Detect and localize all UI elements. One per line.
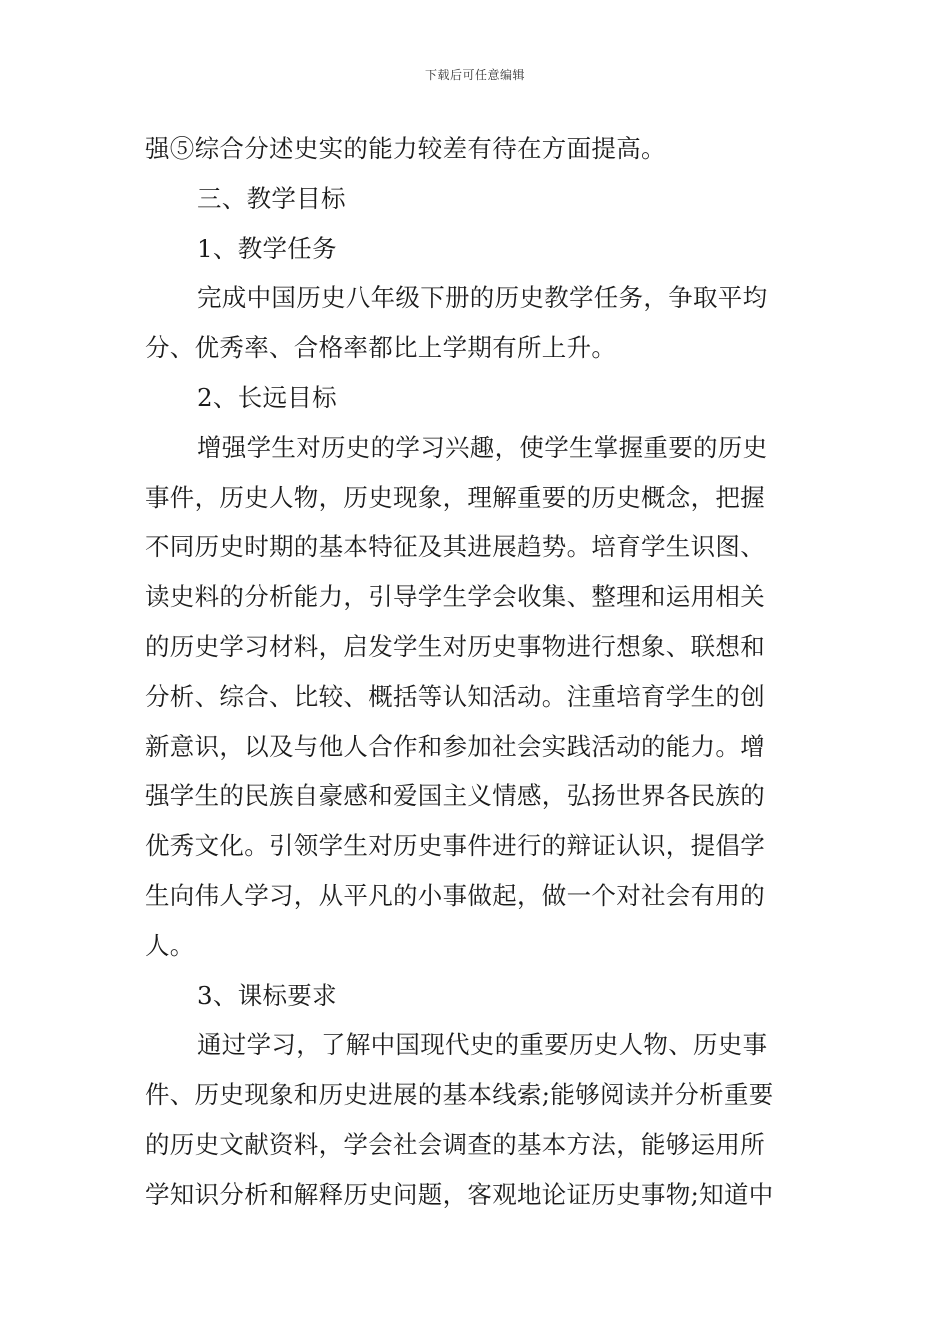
text-line: 新意识，以及与他人合作和参加社会实践活动的能力。增 (145, 731, 765, 761)
text-line: 优秀文化。引领学生对历史事件进行的辩证认识，提倡学 (145, 831, 765, 861)
text-line: 读史料的分析能力，引导学生学会收集、整理和运用相关 (145, 582, 765, 612)
header-note: 下载后可任意编辑 (424, 68, 525, 82)
text-line: 的历史文献资料，学会社会调查的基本方法，能够运用所 (145, 1129, 765, 1159)
text-line: 完成中国历史八年级下册的历史教学任务，争取平均 (197, 283, 768, 313)
text-line: 事件，历史人物，历史现象，理解重要的历史概念，把握 (145, 482, 765, 512)
text-line: 人。 (145, 930, 195, 960)
text-line: 强⑤综合分述史实的能力较差有待在方面提高。 (145, 134, 666, 163)
text-line: 分析、综合、比较、概括等认知活动。注重培育学生的创 (145, 681, 765, 711)
section-heading: 三、教学目标 (197, 183, 346, 213)
text-line: 件、历史现象和历史进展的基本线索;能够阅读并分析重要 (145, 1080, 774, 1110)
subsection-heading: 1、教学任务 (197, 233, 337, 263)
text-line: 的历史学习材料，启发学生对历史事物进行想象、联想和 (145, 631, 765, 661)
text-line: 学知识分析和解释历史问题，客观地论证历史事物;知道中 (145, 1179, 774, 1209)
text-line: 分、优秀率、合格率都比上学期有所上升。 (145, 333, 617, 363)
text-line: 生向伟人学习，从平凡的小事做起，做一个对社会有用的 (145, 880, 765, 910)
text-line: 通过学习，了解中国现代史的重要历史人物、历史事 (197, 1030, 768, 1060)
document-body (145, 124, 807, 1220)
text-line: 强学生的民族自豪感和爱国主义情感，弘扬世界各民族的 (145, 781, 765, 811)
text-line: 增强学生对历史的学习兴趣，使学生掌握重要的历史 (197, 432, 768, 462)
text-line: 不同历史时期的基本特征及其进展趋势。培育学生识图、 (145, 532, 765, 562)
subsection-heading: 3、课标要求 (197, 980, 337, 1010)
subsection-heading: 2、长远目标 (197, 382, 337, 412)
